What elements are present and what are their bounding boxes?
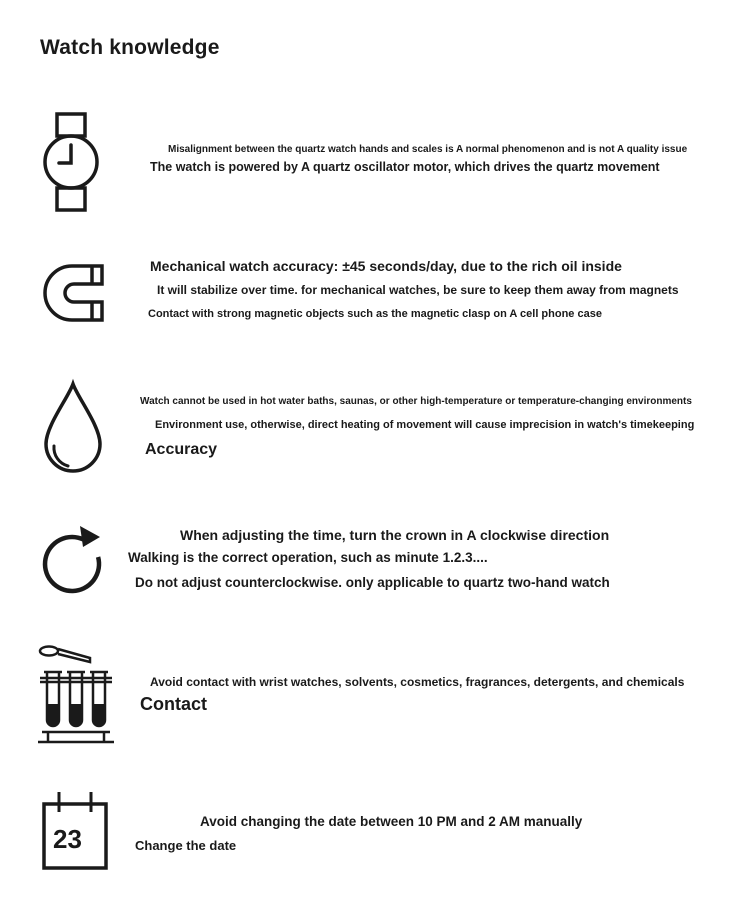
info-line: Watch cannot be used in hot water baths, saunas, or other high-temperature or temperature-changing environments <box>140 396 692 407</box>
info-line: Contact with strong magnetic objects such as the magnetic clasp on A cell phone case <box>148 308 602 320</box>
info-line: Avoid contact with wrist watches, solvents, cosmetics, fragrances, detergents, and chemicals <box>150 675 685 689</box>
calendar-icon <box>40 788 110 874</box>
watch-icon <box>42 112 102 212</box>
info-line: Misalignment between the quartz watch hands and scales is A normal phenomenon and is not A quality issue <box>168 144 688 155</box>
info-line: Change the date <box>135 838 237 853</box>
section-heading: Accuracy <box>145 441 218 458</box>
info-line: Environment use, otherwise, direct heating of movement will cause imprecision in watch's timekeeping <box>155 419 695 431</box>
page-title: Watch knowledge <box>40 36 220 59</box>
calendar-day: 23 <box>53 824 82 854</box>
info-line: Walking is the correct operation, such as minute 1.2.3.... <box>128 550 488 565</box>
info-line: It will stabilize over time. for mechanical watches, be sure to keep them away from magnets <box>157 283 679 297</box>
info-line: Avoid changing the date between 10 PM and 2 AM manually <box>200 814 583 829</box>
clockwise-arrow-icon <box>36 516 116 601</box>
info-line: The watch is powered by A quartz oscillator motor, which drives the quartz movement <box>150 160 660 174</box>
info-line: When adjusting the time, turn the crown in A clockwise direction <box>180 527 610 543</box>
section-heading: Contact <box>140 694 207 714</box>
chemicals-icon <box>36 642 116 747</box>
magnet-icon <box>38 258 108 328</box>
water-drop-icon <box>38 378 108 478</box>
info-line: Do not adjust counterclockwise. only applicable to quartz two-hand watch <box>135 575 610 590</box>
info-line: Mechanical watch accuracy: ±45 seconds/day, due to the rich oil inside <box>150 258 622 274</box>
